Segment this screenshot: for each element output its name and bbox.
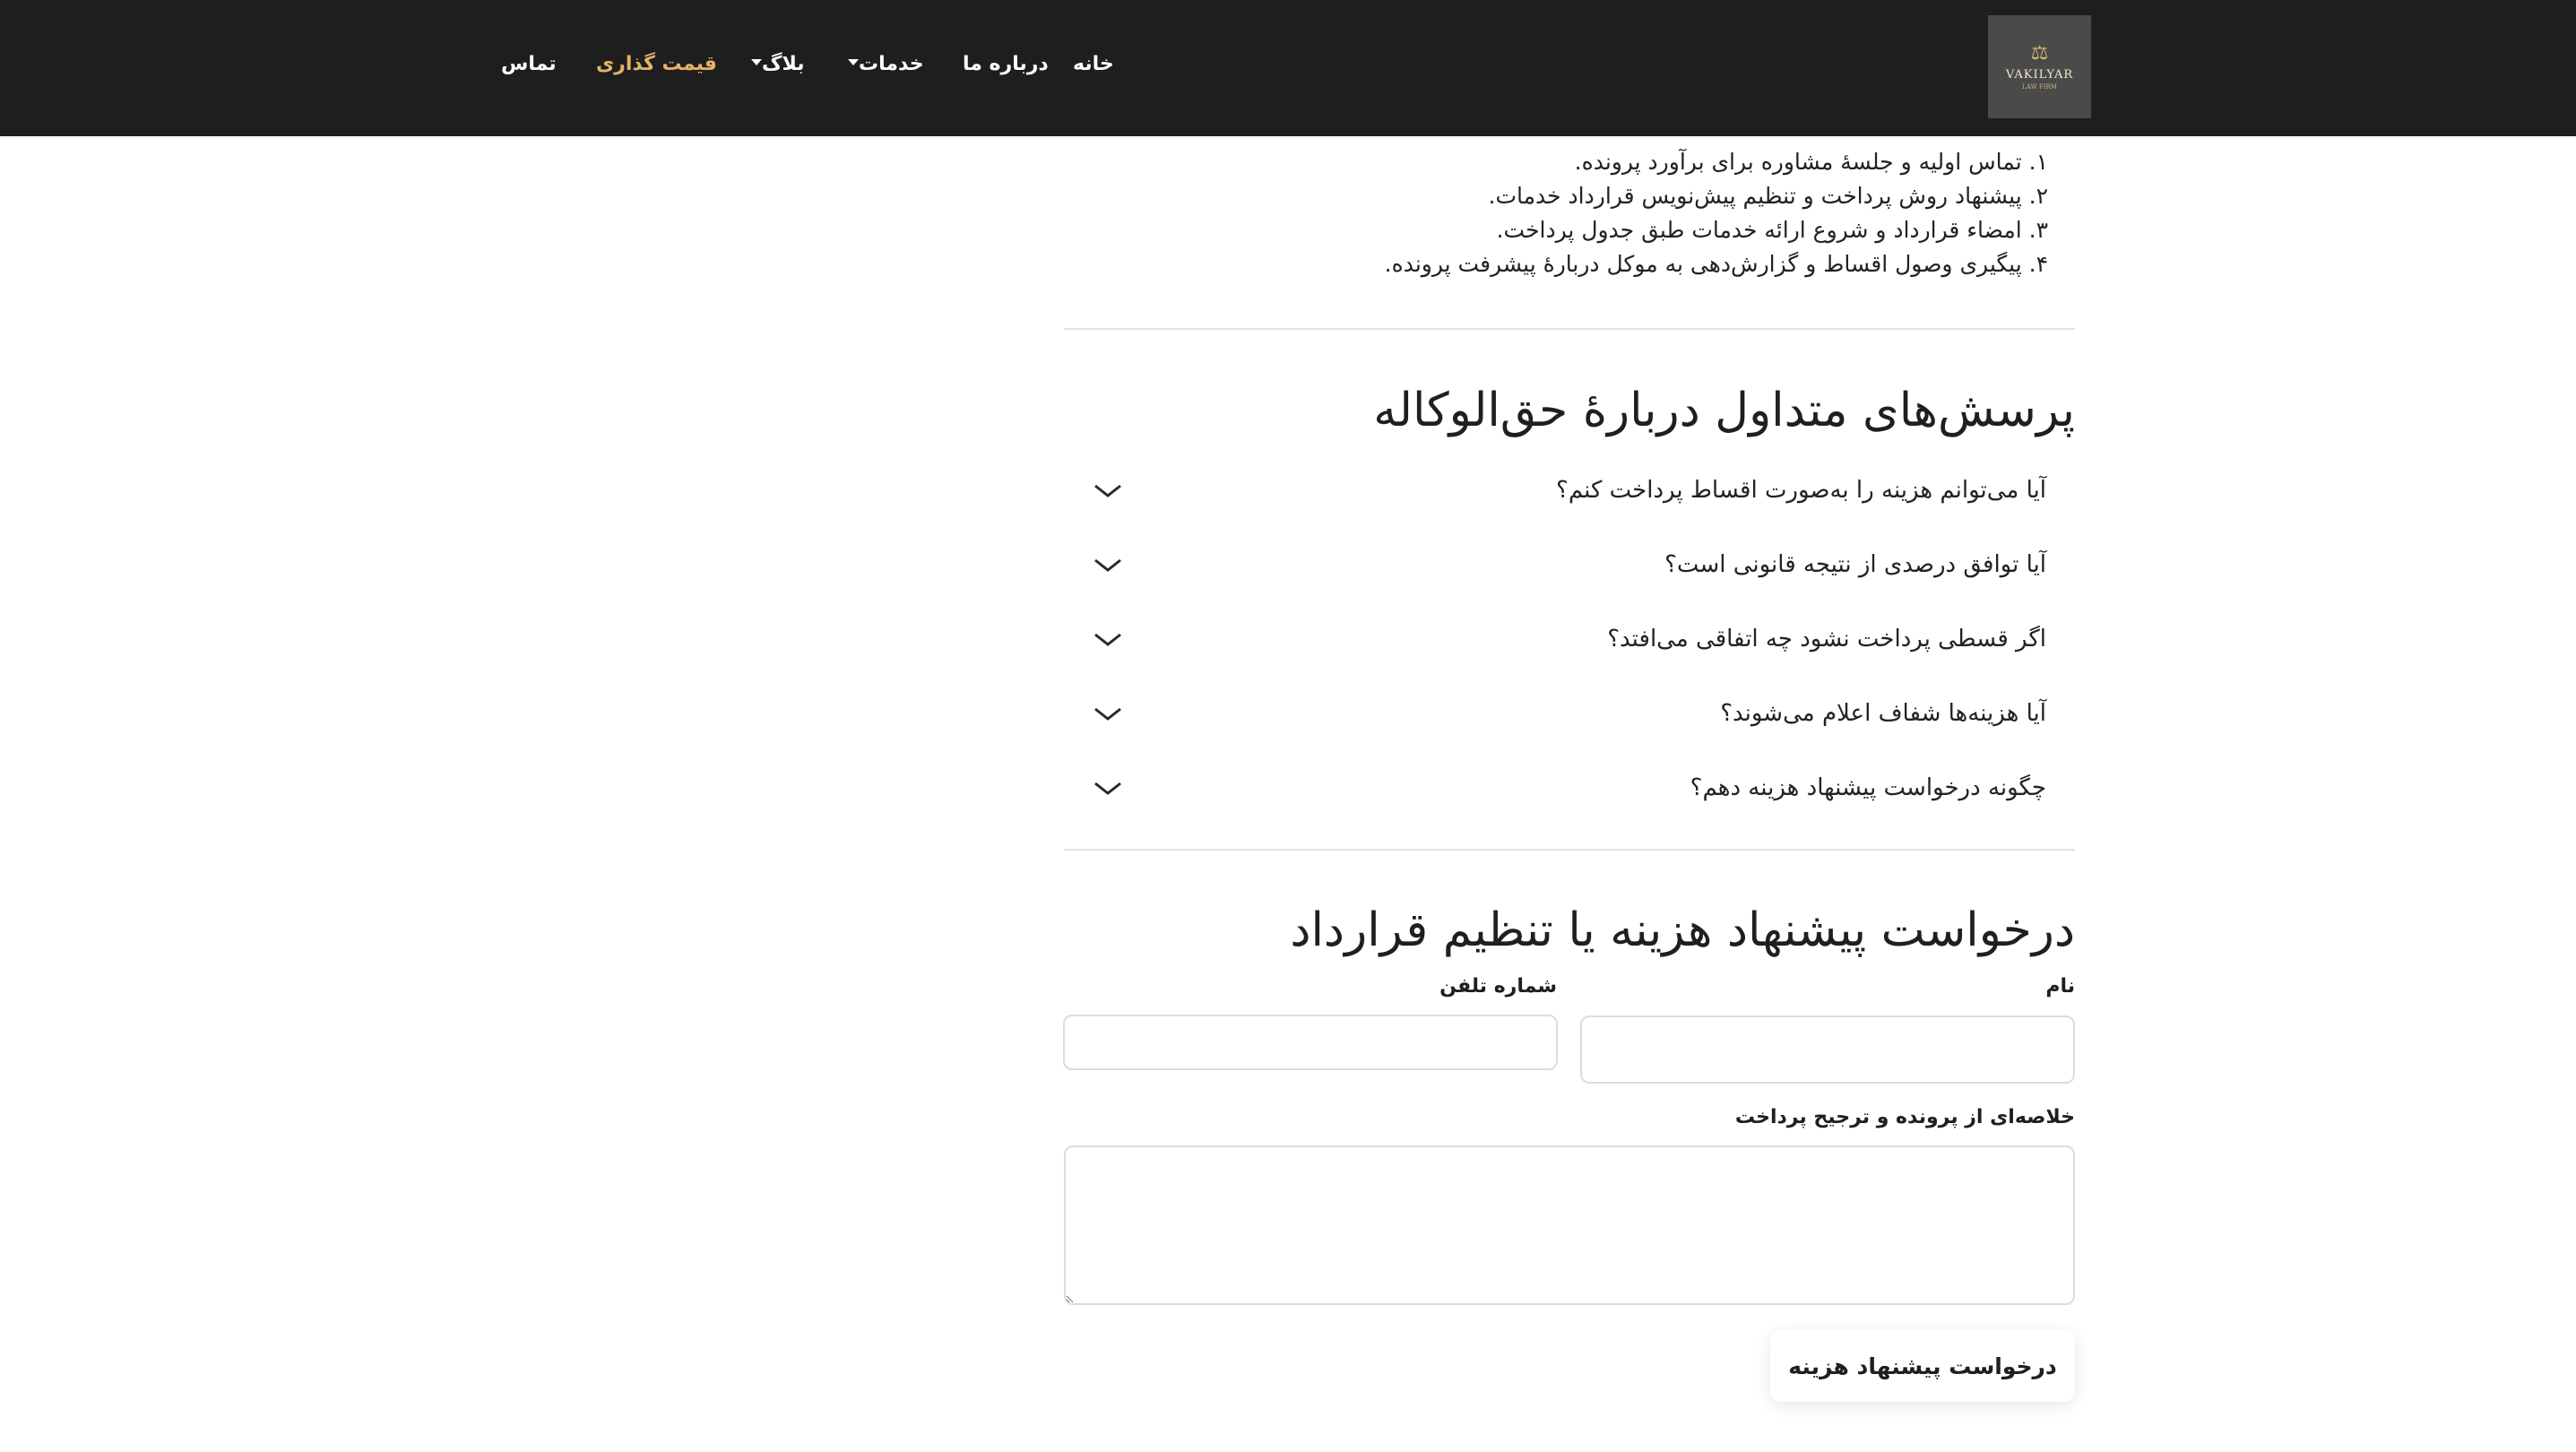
chevron-down-icon xyxy=(1093,702,1123,725)
name-label: نام xyxy=(2045,975,2075,998)
chevron-down-icon xyxy=(751,59,762,65)
faq-question: چگونه درخواست پیشنهاد هزینه دهم؟ xyxy=(1690,774,2046,801)
section-divider xyxy=(1064,849,2075,851)
faq-item[interactable] xyxy=(1064,528,2075,601)
faq-item[interactable] xyxy=(1064,677,2075,750)
process-steps-list xyxy=(1385,145,2048,281)
faq-item[interactable] xyxy=(1064,602,2075,676)
faq-item[interactable] xyxy=(1064,454,2075,527)
chevron-down-icon xyxy=(1093,553,1123,576)
nav-pricing[interactable]: قیمت گذاری xyxy=(596,53,717,75)
nav-about[interactable]: درباره ما xyxy=(963,53,1049,75)
name-field[interactable] xyxy=(1580,1016,2075,1084)
nav-blog[interactable]: بلاگ xyxy=(746,47,805,82)
nav-services[interactable]: خدمات xyxy=(843,47,924,82)
chevron-down-icon xyxy=(848,59,859,65)
faq-question: آیا می‌توانم هزینه را به‌صورت اقساط پرداخت کنم؟ xyxy=(1556,477,2046,504)
nav-home[interactable]: خانه xyxy=(1073,53,1114,75)
faq-title: پرسش‌های متداول دربارهٔ حق‌الوکاله xyxy=(1373,384,2075,437)
process-step: ۳. امضاء قرارداد و شروع ارائه خدمات طبق جدول پرداخت. xyxy=(1496,217,2048,243)
section-divider xyxy=(1064,328,2075,330)
chevron-down-icon xyxy=(1093,776,1123,799)
process-step: ۱. تماس اولیه و جلسهٔ مشاوره برای برآورد پرونده. xyxy=(1574,149,2048,175)
summary-label: خلاصه‌ای از پرونده و ترجیح پرداخت xyxy=(1734,1106,2075,1128)
chevron-down-icon xyxy=(1093,627,1123,651)
form-title: درخواست پیشنهاد هزینه یا تنظیم قرارداد xyxy=(1290,903,2075,957)
summary-field[interactable] xyxy=(1064,1145,2075,1305)
phone-field[interactable] xyxy=(1063,1015,1558,1070)
faq-question: آیا هزینه‌ها شفاف اعلام می‌شوند؟ xyxy=(1720,700,2046,727)
phone-label: شماره تلفن xyxy=(1439,975,1557,998)
chevron-down-icon xyxy=(1093,479,1123,502)
logo-tagline: LAW FIRM xyxy=(2022,83,2057,91)
faq-question: اگر قسطی پرداخت نشود چه اتفاقی می‌افتد؟ xyxy=(1607,626,2046,653)
request-quote-button[interactable]: درخواست پیشنهاد هزینه xyxy=(1770,1330,2075,1402)
faq-item[interactable] xyxy=(1064,751,2075,825)
site-header xyxy=(0,0,2576,136)
main-nav xyxy=(0,47,2576,82)
scales-of-justice-icon: ⚖ xyxy=(2030,42,2049,65)
faq-question: آیا توافق درصدی از نتیجه قانونی است؟ xyxy=(1664,551,2046,578)
nav-contact[interactable]: تماس xyxy=(501,53,557,75)
logo-name: VAKILYAR xyxy=(2005,68,2074,82)
process-step: ۲. پیشنهاد روش پرداخت و تنظیم پیش‌نویس قرارداد خدمات. xyxy=(1488,183,2048,209)
process-step: ۴. پیگیری وصول اقساط و گزارش‌دهی به موکل دربارهٔ پیشرفت پرونده. xyxy=(1384,251,2048,277)
